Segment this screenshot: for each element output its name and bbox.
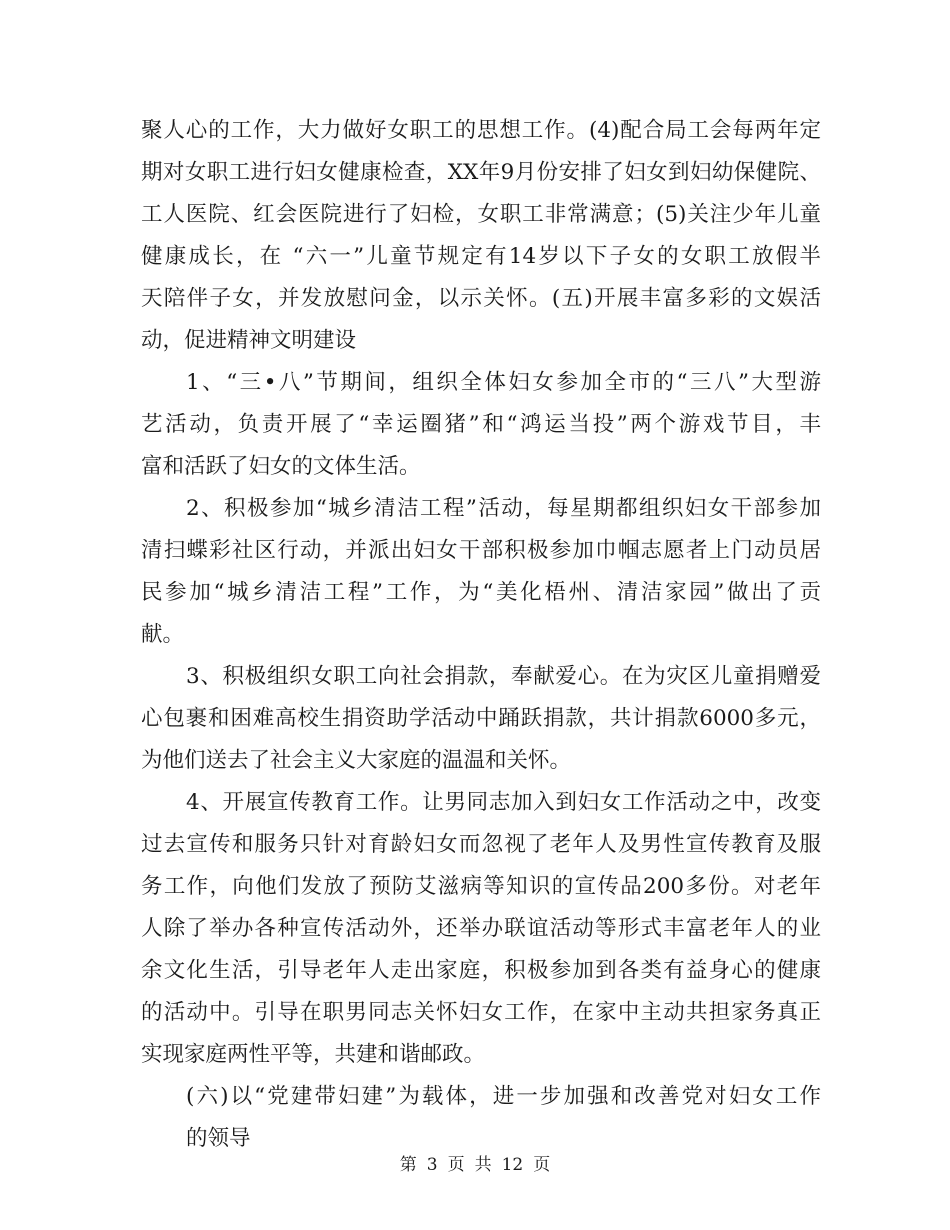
text-line: 民参加“城乡清洁工程”工作，为“美化梧州、清洁家园”做出了贡 — [141, 580, 821, 605]
section-heading-6: (六)以“党建带妇建”为载体，进一步加强和改善党对妇女工作 — [186, 1084, 821, 1109]
text-line: 为他们送去了社会主义大家庭的温温和关怀。 — [141, 748, 572, 773]
text-line: 期对女职工进行妇女健康检查，XX年9月份安排了妇女到妇幼保健院、 — [141, 160, 821, 185]
total-pages-number: 12 — [501, 1155, 524, 1175]
section-heading-6-cont: 的领导 — [186, 1126, 251, 1151]
text-line: 聚人心的工作，大力做好女职工的思想工作。(4)配合局工会每两年定 — [141, 118, 821, 143]
paragraph-3-start: 3、积极组织女职工向社会捐款，奉献爱心。在为灾区儿童捐赠爱 — [186, 664, 821, 689]
text-line: 余文化生活，引导老年人走出家庭，积极参加到各类有益身心的健康 — [141, 958, 821, 983]
page-label-prefix: 第 — [399, 1155, 417, 1175]
paragraph-4-start: 4、开展宣传教育工作。让男同志加入到妇女工作活动之中，改变 — [186, 790, 821, 815]
text-line: 艺活动，负责开展了“幸运圈猪”和“鸿运当投”两个游戏节目，丰 — [141, 412, 821, 437]
text-line: 富和活跃了妇女的文体生活。 — [141, 454, 421, 479]
paragraph-2-start: 2、积极参加“城乡清洁工程”活动，每星期都组织妇女干部参加 — [186, 496, 821, 521]
text-line: 天陪伴子女，并发放慰问金，以示关怀。(五)开展丰富多彩的文娱活 — [141, 286, 821, 311]
text-line: 务工作，向他们发放了预防艾滋病等知识的宣传品200多份。对老年 — [141, 874, 821, 899]
text-line: 献。 — [141, 622, 185, 647]
text-line: 的活动中。引导在职男同志关怀妇女工作，在家中主动共担家务真正 — [141, 1000, 821, 1025]
text-line: 动，促进精神文明建设 — [141, 328, 357, 353]
page-word-end: 页 — [533, 1155, 551, 1175]
text-line: 人除了举办各种宣传活动外，还举办联谊活动等形式丰富老年人的业 — [141, 916, 821, 941]
text-line: 过去宣传和服务只针对育龄妇女而忽视了老年人及男性宣传教育及服 — [141, 832, 821, 857]
page-footer — [0, 1153, 950, 1177]
current-page-number: 3 — [426, 1155, 438, 1175]
text-line: 工人医院、红会医院进行了妇检，女职工非常满意；(5)关注少年儿童 — [141, 202, 821, 227]
text-line: 清扫蝶彩社区行动，并派出妇女干部积极参加巾帼志愿者上门动员居 — [141, 538, 821, 563]
text-line: 心包裹和困难高校生捐资助学活动中踊跃捐款，共计捐款6000多元， — [141, 706, 821, 731]
total-word: 共 — [474, 1155, 492, 1175]
page-word: 页 — [447, 1155, 465, 1175]
text-line: 健康成长，在 “六一”儿童节规定有14岁以下子女的女职工放假半 — [141, 244, 821, 269]
paragraph-1-start: 1、“三•八”节期间，组织全体妇女参加全市的“三八”大型游 — [186, 370, 821, 395]
text-line: 实现家庭两性平等，共建和谐邮政。 — [141, 1042, 486, 1067]
